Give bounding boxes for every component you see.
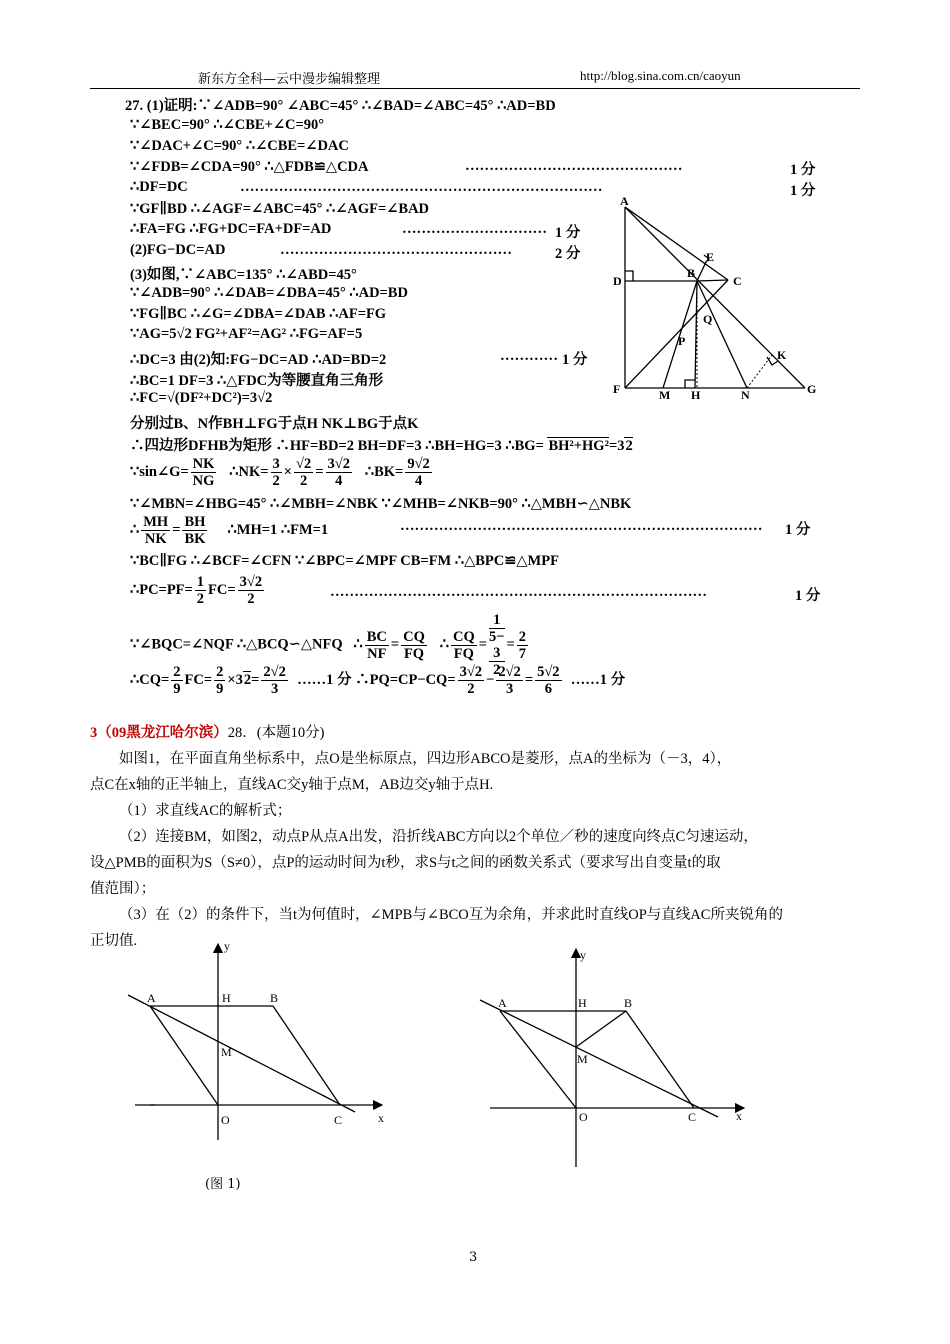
leader-dots: …………………………………………………………………: [240, 179, 603, 195]
sol-line: 分别过B、N作BH⊥FG于点H NK⊥BG于点K: [130, 416, 419, 432]
score: 1 分: [790, 162, 816, 178]
sol-line: ∵∠FDB=∠CDA=90° ∴△FDB≌△CDA: [130, 159, 369, 175]
point-label: H: [222, 991, 231, 1005]
axis-label: x: [736, 1109, 742, 1123]
point-label: B: [624, 996, 633, 1010]
point-label: C: [688, 1110, 697, 1124]
question-3-cont: 正切值.: [90, 933, 138, 949]
sol-line: ∴BC=1 DF=3 ∴△FDC为等腰直角三角形: [130, 373, 384, 389]
axis-label: y: [224, 940, 230, 953]
point-label: A: [147, 991, 156, 1005]
problem-number: 28．(本题10分): [227, 725, 325, 741]
problem-text: 点C在x轴的正半轴上，直线AC交y轴于点M，AB边交y轴于点H.: [90, 777, 494, 793]
score: 1 分: [785, 522, 811, 538]
header-right-url: http://blog.sina.com.cn/caoyun: [580, 68, 741, 83]
point-label: K: [777, 348, 787, 362]
sol-line: (3)如图,∵∠ABC=135° ∴∠ABD=45°: [130, 267, 357, 283]
score: 1 分: [599, 671, 626, 688]
point-label: A: [498, 996, 507, 1010]
score: 1 分: [555, 225, 581, 241]
point-label: M: [659, 388, 671, 402]
sol-line: 27. (1)证明:∵∠ADB=90° ∠ABC=45° ∴∠BAD=∠ABC=45° ∴AD=BD: [125, 98, 556, 114]
leader-dots: ……………………………………………………………………: [330, 584, 707, 600]
sol-line: ∵FG∥BC ∴∠G=∠DBA=∠DAB ∴AF=FG: [130, 306, 387, 322]
leader-dots: …………: [500, 348, 558, 364]
cq-line: ∴CQ= $\frac{2}{9}$ FC= $\frac{2}{9}$ ×32= $\frac{2√2}{3}$ ……1 分 ∴PQ=CP−CQ= $\frac{3√2}{2}$ − $\frac{2√2}{3}$ = $\frac{5√2}{6}$ ……1 分: [130, 664, 626, 697]
point-label: Q: [703, 312, 713, 326]
problem-source: 3（09黑龙江哈尔滨）: [90, 725, 228, 741]
score: 2 分: [555, 246, 581, 262]
score: 1 分: [326, 671, 352, 688]
sin-line: ∵sin∠G= $\frac{NK}{NG}$ ∴NK= $\frac{3}{2}$ × $\frac{√2}{2}$ = $\frac{3√2}{4}$ ∴BK= $\frac{9√2}{4}$: [130, 456, 430, 489]
axis-label: y: [580, 948, 586, 962]
problem-heading: [90, 720, 865, 746]
question-2-cont: 值范围）；: [90, 881, 156, 897]
problem-text: 如图1，在平面直角坐标系中，点O是坐标原点，四边形ABCO是菱形，点A的坐标为（－3，4），: [119, 751, 732, 767]
point-label: H: [578, 996, 587, 1010]
sol-line: ∴四边形DFHB为矩形 ∴HF=BD=2 BH=DF=3 ∴BH=HG=3 ∴BG= BH²+HG²=32: [130, 438, 633, 454]
sol-line: ∴FC=√(DF²+DC²)=3√2: [130, 390, 273, 406]
point-label: D: [613, 274, 622, 288]
point-label: M: [577, 1052, 588, 1066]
sol-line: ∵BC∥FG ∴∠BCF=∠CFN ∵∠BPC=∠MPF CB=FM ∴△BPC≌△MPF: [130, 553, 559, 569]
point-label: G: [807, 382, 817, 396]
point-label: H: [691, 388, 701, 402]
sol-line: ∵∠ADB=90° ∴∠DAB=∠DBA=45° ∴AD=BD: [130, 285, 408, 301]
question-1: （1）求直线AC的解析式；: [119, 803, 292, 819]
question-2-cont: 设△PMB的面积为S（S≠0），点P的运动时间为t秒，求S与t之间的函数关系式（要求写出自变量t的取: [90, 855, 721, 871]
point-label: E: [706, 250, 715, 264]
page-number: 3: [469, 1250, 478, 1265]
point-label: M: [221, 1045, 232, 1059]
sol-line: ∵∠DAC+∠C=90° ∴∠CBE=∠DAC: [130, 138, 349, 154]
sol-line: ∴DF=DC: [130, 179, 188, 195]
score: 1 分: [795, 588, 821, 604]
leader-dots: ………………………………………: [465, 158, 683, 174]
ratio-line: ∴ $\frac{MH}{NK}$ = $\frac{BH}{BK}$ ∴MH=1 ∴FM=1: [130, 514, 329, 547]
sol-line: ∵GF∥BD ∴∠AGF=∠ABC=45° ∴∠AGF=∠BAD: [130, 201, 430, 217]
figure-1-diagram: [120, 940, 395, 1170]
sol-line: ∴DC=3 由(2)知:FG−DC=AD ∴AD=BD=2: [130, 352, 387, 368]
point-label: P: [678, 334, 686, 348]
bqc-line: ∵∠BQC=∠NQF ∴△BCQ∽△NFQ ∴ $\frac{BC}{NF}$ = $\frac{CQ}{FQ}$ ∴ $\frac{CQ}{FQ}$ = 1 5− 3 2 = $\frac{2}{7}$: [130, 612, 527, 678]
pc-line: ∴PC=PF= $\frac{1}{2}$ FC= $\frac{3√2}{2}$: [130, 574, 263, 607]
sol-text: ∵∠BQC=∠NQF ∴△BCQ∽△NFQ: [130, 636, 343, 653]
point-label: B: [270, 991, 279, 1005]
leader-dots: …………………………………………: [280, 242, 512, 258]
sol-line: ∵∠BEC=90° ∴∠CBE+∠C=90°: [130, 117, 325, 133]
score: 1 分: [562, 352, 588, 368]
axis-label: x: [378, 1111, 384, 1125]
point-label: C: [733, 274, 742, 288]
header-left: 新东方全科—云中漫步编辑整理: [198, 72, 381, 87]
point-label: C: [334, 1113, 343, 1127]
point-label: N: [741, 388, 750, 402]
sol-line: ∵∠MBN=∠HBG=45° ∴∠MBH=∠NBK ∵∠MHB=∠NKB=90° ∴△MBH∽△NBK: [130, 496, 632, 512]
point-label: O: [579, 1110, 588, 1124]
score: 1 分: [790, 183, 816, 199]
sol-text: ∴MH=1 ∴FM=1: [227, 521, 329, 538]
problem-3: [90, 720, 865, 954]
question-3: （3）在（2）的条件下，当t为何值时，∠MPB与∠BCO互为余角，并求此时直线OP与直线AC所夹锐角的: [119, 907, 783, 923]
figure-2-diagram: [478, 945, 753, 1175]
point-label: O: [221, 1113, 230, 1127]
figure-1-caption: (图 1): [205, 1177, 241, 1192]
point-label: A: [620, 195, 629, 208]
point-label: F: [613, 382, 621, 396]
sol-line: (2)FG−DC=AD: [130, 242, 226, 258]
sol-text: ∴四边形DFHB为矩形 ∴HF=BD=2 BH=DF=3 ∴BH=HG=3 ∴BG=: [130, 438, 544, 454]
leader-dots: …………………………………………………………………: [400, 518, 763, 534]
leader-dots: …………………………: [402, 221, 547, 237]
sol-line: ∴FA=FG ∴FG+DC=FA+DF=AD: [130, 221, 332, 237]
point-label: B: [687, 266, 696, 280]
sol-line: ∵AG=5√2 FG²+AF²=AG² ∴FG=AF=5: [130, 326, 363, 342]
figure-27-diagram: [605, 195, 820, 405]
question-2: （2）连接BM，如图2，动点P从点A出发，沿折线ABC方向以2个单位／秒的速度向终点C匀速运动，: [119, 829, 758, 845]
page-header: [90, 66, 860, 89]
